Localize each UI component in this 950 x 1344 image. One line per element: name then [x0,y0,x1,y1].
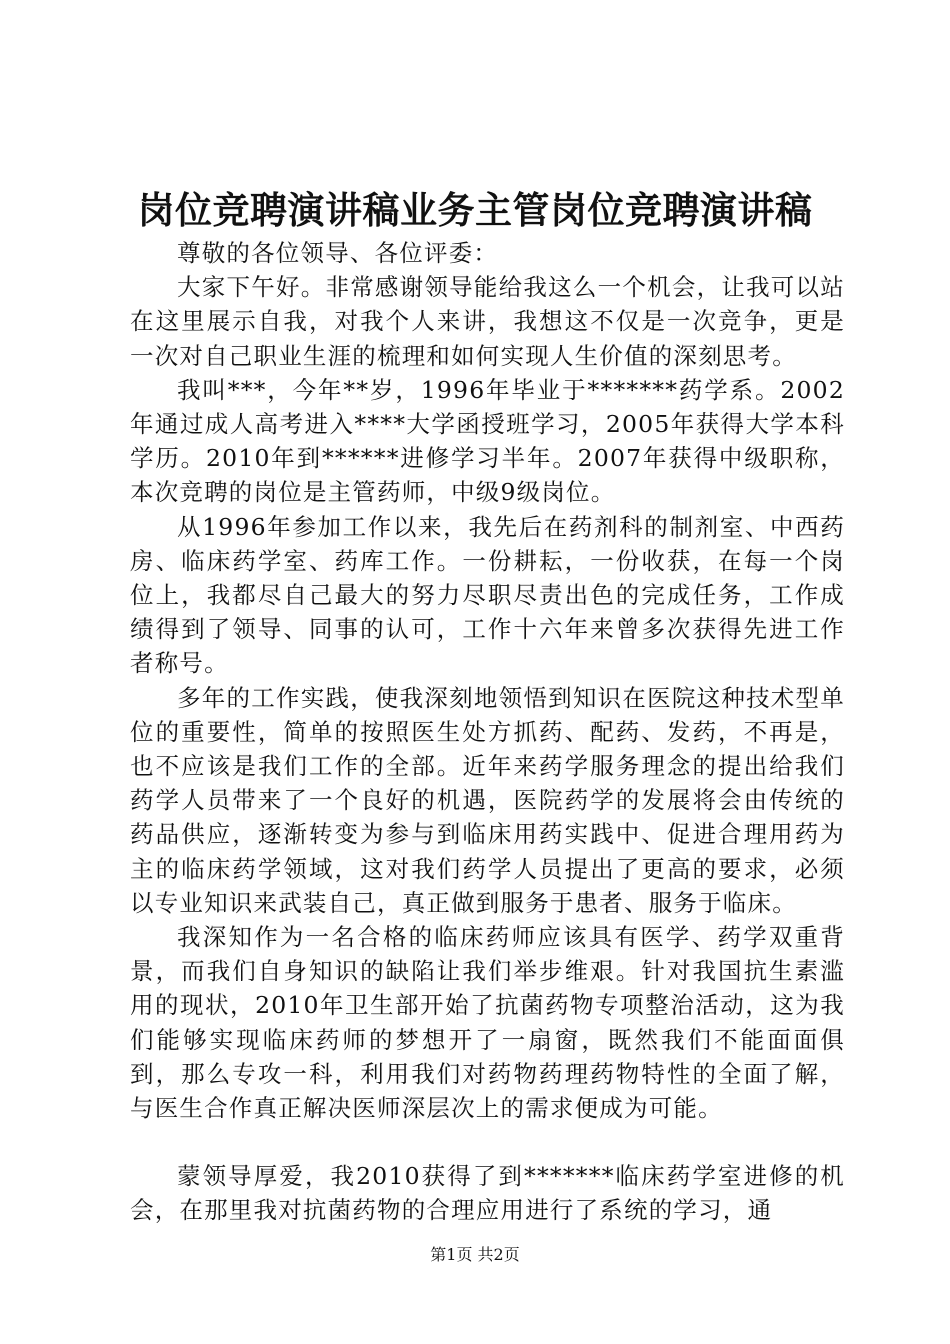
document-title: 岗位竞聘演讲稿业务主管岗位竞聘演讲稿 [137,188,813,232]
training-paragraph: 蒙领导厚爱，我2010获得了到*******临床药学室进修的机会，在那里我对抗菌药物的合理应用进行了系统的学习，通 [130,1162,845,1225]
document-body [130,236,845,1228]
page-number: 第1页 [430,1245,473,1264]
paragraph-spacer [130,1125,845,1159]
work-practice-paragraph: 多年的工作实践，使我深刻地领悟到知识在医院这种技术型单位的重要性，简单的按照医生处方抓药、配药、发药，不再是，也不应该是我们工作的全部。近年来药学服务理念的提出给我们药学人员带来了一个良好的机遇，医院药学的发展将会由传统的药品供应，逐渐转变为参与到临床用药实践中、促进合理用药为主的临床药学领域，这对我们药学人员提出了更高的要求，必须以专业知识来武装自己，真正做到服务于患者、服务于临床。 [130,683,845,917]
page-total: 共2页 [477,1245,520,1264]
salutation-paragraph: 尊敬的各位领导、各位评委： [177,239,499,267]
greeting-paragraph: 大家下午好。非常感谢领导能给我这么一个机会，让我可以站在这里展示自我，对我个人来讲，我想这不仅是一次竞争，更是一次对自己职业生涯的梳理和如何实现人生价值的深刻思考。 [130,273,845,370]
personal-info-paragraph: 我叫***，今年**岁，1996年毕业于*******药学系。2002年通过成人高考进入****大学函授班学习，2005年获得大学本科学历。2010年到******进修学习半年。2007年获得中级职称，本次竞聘的岗位是主管药师，中级9级岗位。 [130,375,845,507]
clinical-pharmacist-paragraph: 我深知作为一名合格的临床药师应该具有医学、药学双重背景，而我们自身知识的缺陷让我们举步维艰。针对我国抗生素滥用的现状，2010年卫生部开始了抗菌药物专项整治活动，这为我们能够实现临床药师的梦想开了一扇窗，既然我们不能面面俱到，那么专攻一科，利用我们对药物药理药物特性的全面了解，与医生合作真正解决医师深层次上的需求便成为可能。 [130,923,845,1123]
work-history-paragraph: 从1996年参加工作以来，我先后在药剂科的制剂室、中西药房、临床药学室、药库工作。一份耕耘，一份收获，在每一个岗位上，我都尽自己最大的努力尽职尽责出色的完成任务，工作成绩得到了领导、同事的认可，工作十六年来曾多次获得先进工作者称号。 [130,512,845,678]
page-footer [0,1244,950,1266]
